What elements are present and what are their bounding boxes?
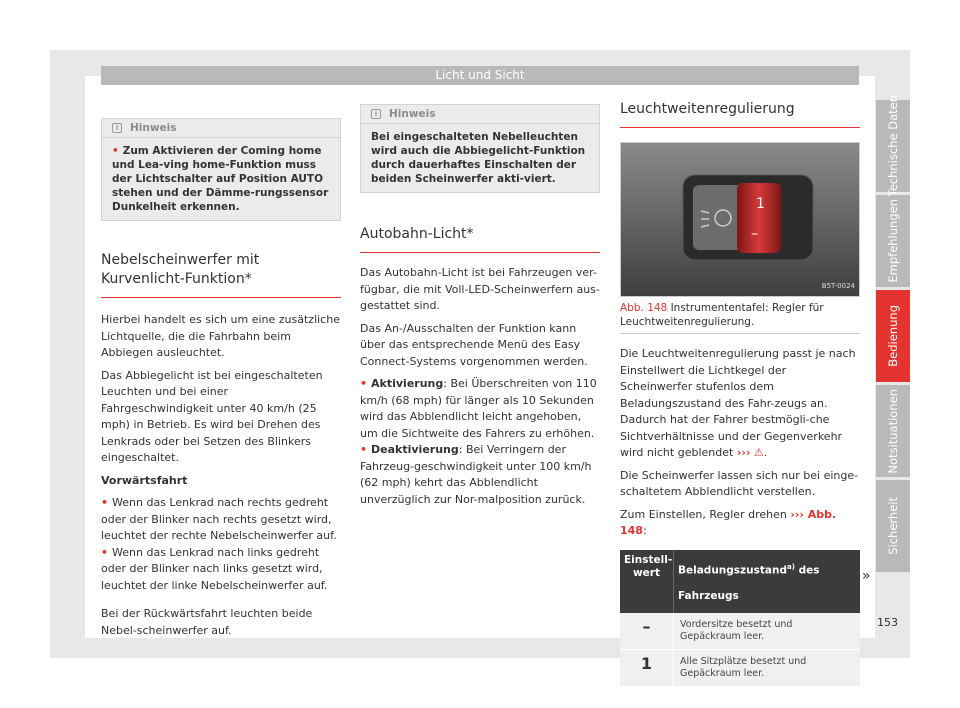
warning-icon: ⚠ [753, 446, 764, 459]
column-2 [360, 100, 600, 508]
note-body [102, 138, 340, 220]
section-header: Licht und Sicht [101, 66, 859, 85]
paragraph: Zum Einstellen, Regler drehen ››› Abb. 148: [620, 507, 837, 537]
note-body: Bei eingeschalteten Nebelleuchten wird auch die Abbiegelicht-Funktion durch dauerhaftes Einschalten der beiden Scheinwerfer akti-viert. [371, 131, 586, 185]
continue-marker: » [862, 568, 871, 584]
note-title: Hinweis [130, 121, 177, 134]
list-item [360, 442, 600, 508]
paragraph: Das Autobahn-Licht ist bei Fahrzeugen ver-fügbar, die mit Voll-LED-Scheinwerfern aus-gestattet sind. [360, 266, 600, 312]
table-cell: Alle Sitzplätze besetzt und Gepäckraum leer. [680, 656, 807, 679]
headlight-range-figure [620, 142, 860, 297]
info-icon: i [112, 123, 122, 133]
paragraph: Bei der Rückwärtsfahrt leuchten beide Nebel-scheinwerfer auf. [101, 607, 313, 637]
tab-technische-daten[interactable] [876, 95, 910, 197]
footnote-marker: a) [786, 562, 795, 571]
column-header-text: Beladungszustand [678, 564, 787, 576]
paragraph-text: Zum Einstellen, Regler drehen [620, 507, 787, 521]
list-item-label: Deaktivierung [371, 443, 459, 456]
bullet-icon: • [101, 545, 109, 559]
column-3 [620, 100, 860, 687]
subheading: Vorwärtsfahrt [101, 473, 188, 487]
headlight-dial-illustration [621, 143, 860, 297]
figure-label: Abb. 148 [620, 302, 668, 314]
bullet-icon: • [101, 496, 109, 509]
tab-label: Technische Daten [886, 95, 900, 197]
settings-table [620, 550, 860, 688]
table-cell: – [620, 613, 674, 649]
list-item-text: Wenn das Lenkrad nach links gedreht oder der Blinker nach links gesetzt wird, leuchtet der linke Nebelscheinwerfer auf. [101, 545, 328, 592]
list-item [101, 545, 341, 595]
table-header [620, 550, 860, 614]
page-number: 153 [877, 616, 898, 629]
tab-empfehlungen[interactable] [876, 195, 910, 287]
section-heading: Leuchtweitenregulierung [620, 100, 860, 128]
chapter-tabs [876, 95, 910, 575]
list-item-text: : Bei Verringern der Fahrzeug-geschwindigkeit unter 100 km/h (62 mph) kehrt das Abblendlicht unverzüglich zur Nor-malposition zurück. [360, 443, 592, 506]
caption-text: Instrumententafel: Regler für Leuchtweitenregulierung. [620, 302, 824, 328]
tab-bedienung[interactable] [876, 290, 910, 382]
paragraph: Die Scheinwerfer lassen sich nur bei einge-schaltetem Abblendlicht verstellen. [620, 468, 859, 498]
note-box [360, 104, 600, 193]
list-item-text: Wenn das Lenkrad nach rechts gedreht oder der Blinker nach rechts gesetzt wird, leuchtet der rechte Nebelscheinwerfer auf. [101, 496, 337, 542]
list-item [101, 495, 341, 545]
figure-reference-link[interactable]: ››› Abb. 148 [620, 507, 837, 537]
list-item [360, 376, 600, 442]
column-header-text: des Fahrzeugs [678, 564, 820, 602]
note-text: Zum Aktivieren der Coming home und Lea-ving home-Funktion muss der Lichtschalter auf Position AUTO stehen und der Dämme-rungssensor Dunkelheit erkennen. [112, 145, 329, 213]
list-item-label: Aktivierung [371, 377, 444, 390]
tab-label: Notsituationen [886, 388, 900, 474]
table-row [620, 650, 860, 687]
note-box [101, 118, 341, 221]
info-icon: i [371, 109, 381, 119]
paragraph: Das An-/Ausschalten der Funktion kann über das entsprechende Menü des Easy Connect-Systems vorgenommen werden. [360, 321, 588, 368]
note-header [102, 119, 340, 138]
paragraph: Die Leuchtweitenregulierung passt je nach Einstellwert die Lichtkegel der Scheinwerfer stufenlos dem Beladungszustand des Fahr-zeugs an. Dadurch hat der Fahrer bestmögli-che Sichtverhältnisse und der Gegenverkehr wird nicht geblendet ››› ⚠. [620, 347, 856, 459]
figure-caption [620, 297, 860, 334]
note-header [361, 105, 599, 124]
paragraph: Das Abbiegelicht ist bei eingeschalteten Leuchten und bei einer Fahrgeschwindigkeit unter 40 km/h (25 mph) in Betrieb. Es wird bei Drehen des Lenkrads oder bei Setzen des Blinkers eingeschaltet. [101, 368, 323, 464]
bullet-icon: • [360, 443, 368, 456]
svg-text:–: – [751, 226, 758, 242]
table-cell: Vordersitze besetzt und Gepäckraum leer. [680, 619, 793, 642]
table-cell: 1 [620, 650, 674, 686]
table-row [620, 613, 860, 650]
column-header [674, 550, 860, 614]
paragraph: Hierbei handelt es sich um eine zusätzliche Lichtquelle, die die Fahrbahn beim Abbiegen ausleuchtet. [101, 313, 340, 359]
section-heading: Autobahn-Licht* [360, 225, 600, 253]
tab-sicherheit[interactable] [876, 480, 910, 572]
list-item-text: : Bei Überschreiten von 110 km/h (68 mph) für länger als 10 Sekunden wird das Abblendlicht leicht angehoben, um die Sichtweite des Fahrers zu erhöhen. [360, 377, 597, 440]
column-1 [101, 100, 341, 645]
column-header: Einstell-wert [620, 550, 674, 614]
bullet-icon: • [112, 145, 119, 157]
figure-code: B5T-0024 [821, 281, 855, 290]
svg-text:1: 1 [756, 196, 765, 212]
section-heading: Nebelscheinwerfer mit Kurvenlicht-Funktion* [101, 251, 341, 298]
note-title: Hinweis [389, 107, 436, 120]
paragraph-text: Die Leuchtweitenregulierung passt je nach Einstellwert die Lichtkegel der Scheinwerfer stufenlos dem Beladungszustand des Fahr-zeugs an. Dadurch hat der Fahrer bestmögli-che Sichtverhältnisse und der Gegenverkehr wird nicht geblendet [620, 347, 856, 459]
tab-label: Sicherheit [886, 497, 900, 555]
tab-label: Empfehlungen [886, 199, 900, 283]
bullet-icon: • [360, 377, 368, 390]
tab-label: Bedienung [886, 305, 900, 367]
tab-notsituationen[interactable] [876, 385, 910, 477]
cross-reference-link[interactable]: ››› [736, 446, 751, 459]
